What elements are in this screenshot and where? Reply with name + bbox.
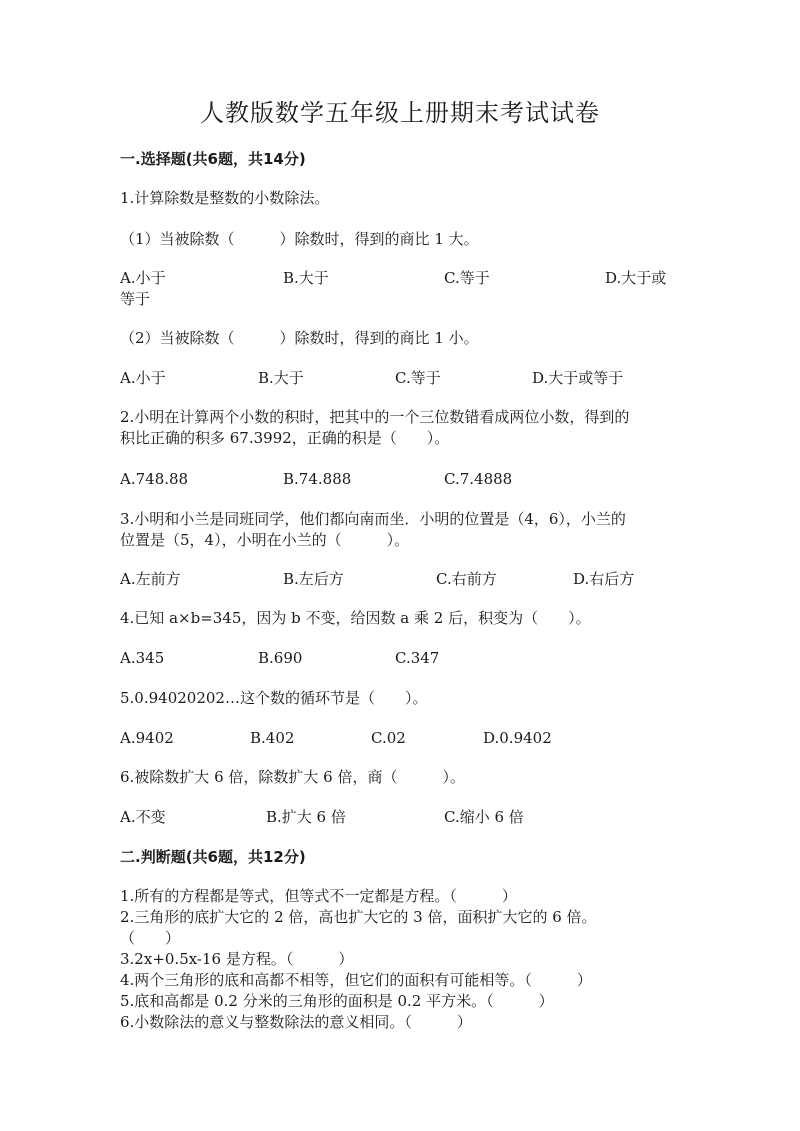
q4-option-b: B.690 <box>258 649 303 667</box>
q5-option-a: A.9402 <box>120 729 174 747</box>
judgement-item-1: 1.所有的方程都是等式，但等式不一定都是方程。（ ） <box>120 887 517 905</box>
q3-option-a: A.左前方 <box>120 570 181 588</box>
q1-1-option-c: C.等于 <box>444 269 490 287</box>
question-1-stem: 1.计算除数是整数的小数除法。 <box>120 189 330 207</box>
question-5-stem: 5.0.94020202…这个数的循环节是（ ）。 <box>120 689 428 707</box>
q1-1-option-d: D.大于或 <box>605 269 667 287</box>
section-heading-true-false: 二.判断题(共6题，共12分) <box>120 848 306 866</box>
q4-option-a: A.345 <box>120 649 165 667</box>
q5-option-b: B.402 <box>250 729 295 747</box>
q1-2-option-d: D.大于或等于 <box>532 369 624 387</box>
section-heading-multiple-choice: 一.选择题(共6题，共14分) <box>120 150 306 168</box>
judgement-item-2: 2.三角形的底扩大它的 2 倍，高也扩大它的 3 倍，面积扩大它的 6 倍。 <box>120 908 597 926</box>
q3-option-d: D.右后方 <box>573 570 635 588</box>
q1-2-option-c: C.等于 <box>395 369 441 387</box>
q5-option-c: C.02 <box>371 729 406 747</box>
judgement-item-5: 5.底和高都是 0.2 分米的三角形的面积是 0.2 平方米。（ ） <box>120 992 554 1010</box>
q1-2-option-b: B.大于 <box>258 369 304 387</box>
question-4-stem: 4.已知 a×b=345，因为 b 不变，给因数 a 乘 2 后，积变为（ ）。 <box>120 609 591 627</box>
q2-option-b: B.74.888 <box>283 470 352 488</box>
q4-option-c: C.347 <box>395 649 440 667</box>
question-1-sub-1: （1）当被除数（ ）除数时，得到的商比 1 大。 <box>120 230 479 248</box>
question-3-line-1: 3.小明和小兰是同班同学，他们都向南而坐．小明的位置是（4，6），小兰的 <box>120 510 626 528</box>
question-2-line-2: 积比正确的积多 67.3992，正确的积是（ ）。 <box>120 429 450 447</box>
q6-option-b: B.扩大 6 倍 <box>266 808 346 826</box>
judgement-item-4: 4.两个三角形的底和高都不相等，但它们的面积有可能相等。（ ） <box>120 971 592 989</box>
q5-option-d: D.0.9402 <box>483 729 552 747</box>
judgement-item-6: 6.小数除法的意义与整数除法的意义相同。（ ） <box>120 1013 472 1031</box>
judgement-item-2-wrap: （ ） <box>120 929 181 947</box>
question-3-line-2: 位置是（5，4），小明在小兰的（ ）。 <box>120 531 410 549</box>
q1-1-option-d-wrap: 等于 <box>120 290 151 308</box>
q6-option-a: A.不变 <box>120 808 166 826</box>
page-title: 人教版数学五年级上册期末考试试卷 <box>200 99 600 127</box>
q2-option-c: C.7.4888 <box>444 470 513 488</box>
judgement-item-3: 3.2x+0.5x-16 是方程。（ ） <box>120 950 354 968</box>
q1-1-option-b: B.大于 <box>283 269 329 287</box>
question-2-line-1: 2.小明在计算两个小数的积时，把其中的一个三位数错看成两位小数，得到的 <box>120 408 630 426</box>
question-6-stem: 6.被除数扩大 6 倍，除数扩大 6 倍，商（ ）。 <box>120 768 465 786</box>
q1-1-option-a: A.小于 <box>120 269 166 287</box>
q3-option-b: B.左后方 <box>283 570 344 588</box>
q1-2-option-a: A.小于 <box>120 369 166 387</box>
q3-option-c: C.右前方 <box>436 570 497 588</box>
q6-option-c: C.缩小 6 倍 <box>444 808 524 826</box>
q2-option-a: A.748.88 <box>120 470 189 488</box>
question-1-sub-2: （2）当被除数（ ）除数时，得到的商比 1 小。 <box>120 329 479 347</box>
